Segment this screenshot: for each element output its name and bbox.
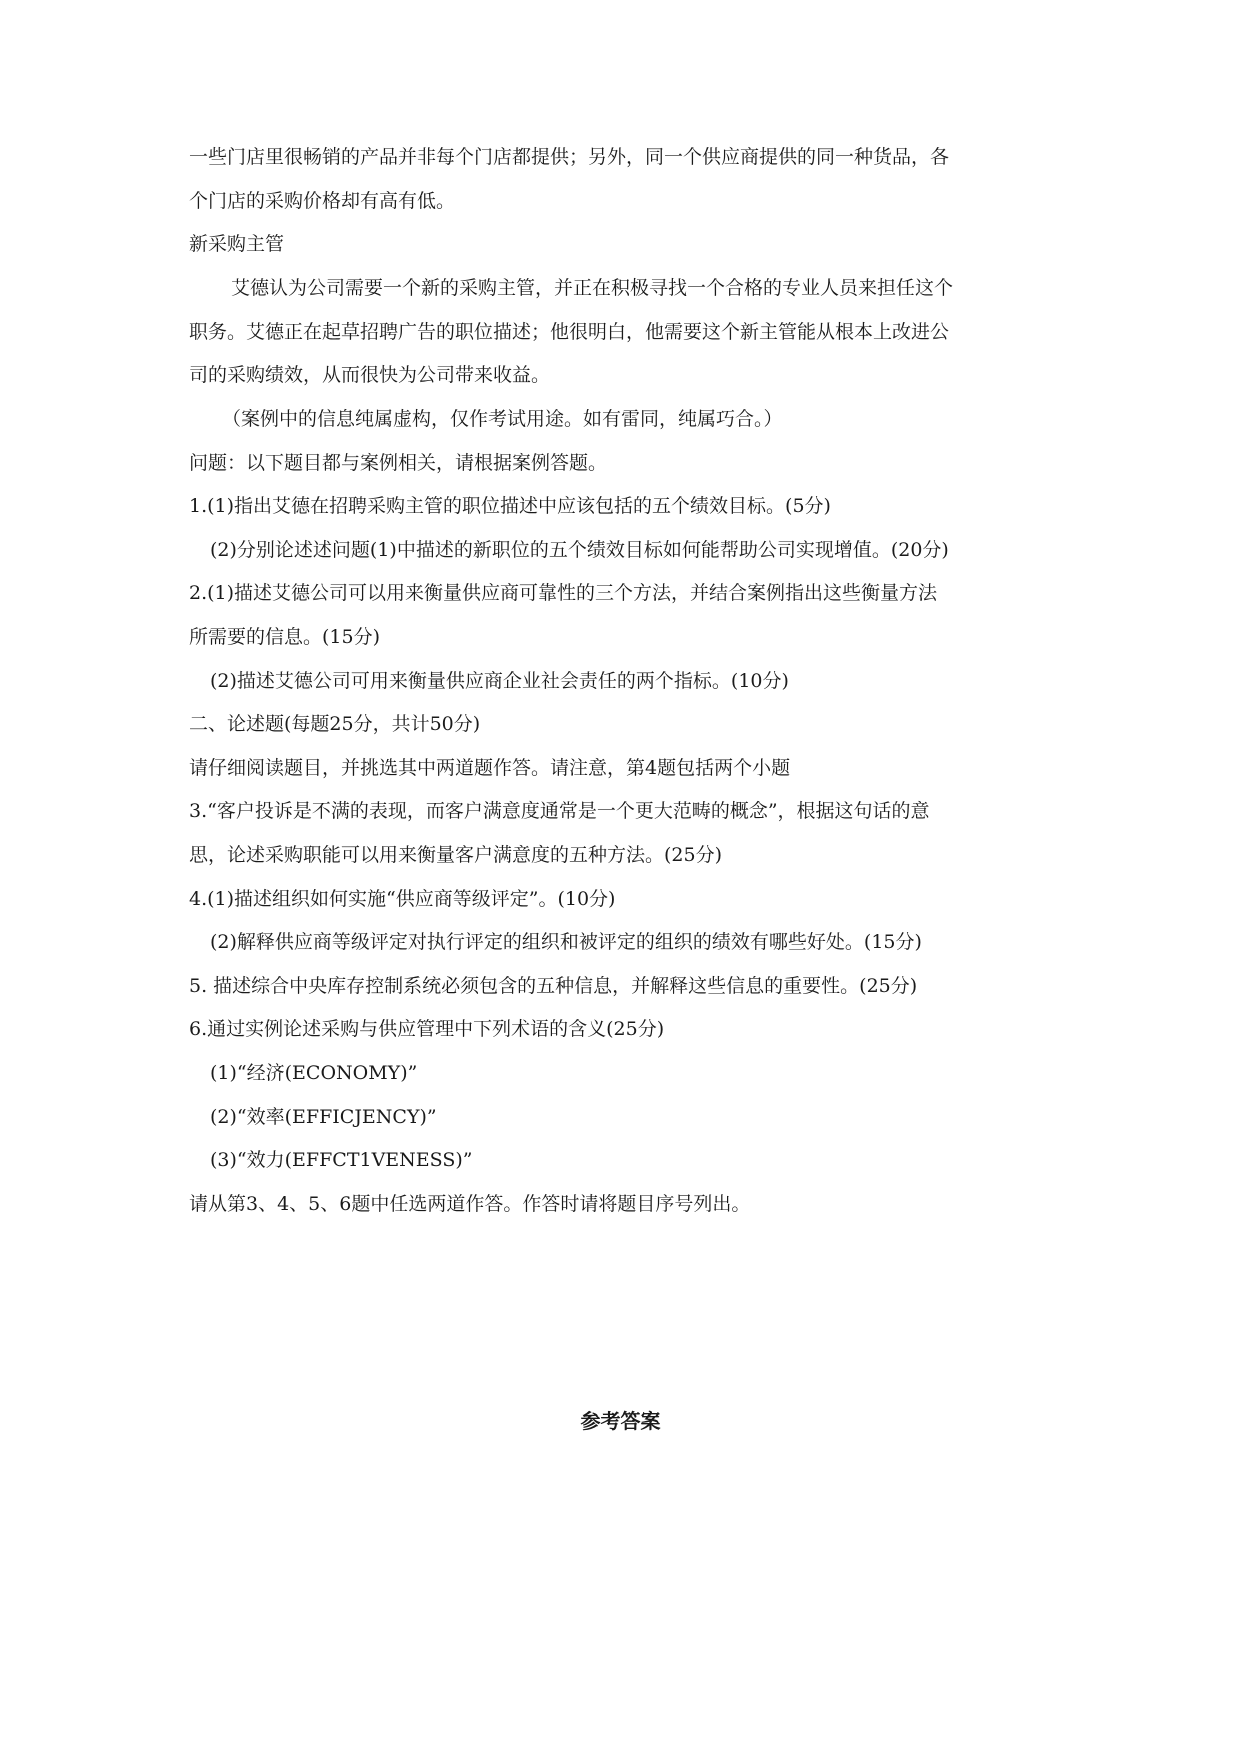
paragraph-line-2: 职务。艾德正在起草招聘广告的职位描述；他很明白，他需要这个新主管能从根本上改进公	[189, 321, 950, 343]
essay-section-title: 二、论述题(每题25分，共计50分)	[189, 713, 481, 735]
closing-instruction: 请从第3、4、5、6题中任选两道作答。作答时请将题目序号列出。	[189, 1193, 751, 1215]
paragraph-line-3: 司的采购绩效，从而很快为公司带来收益。	[189, 364, 551, 386]
paragraph-line-1: 艾德认为公司需要一个新的采购主管，并正在积极寻找一个合格的专业人员来担任这个	[231, 277, 954, 299]
question-2-part-2: (2)描述艾德公司可用来衡量供应商企业社会责任的两个指标。(10分)	[210, 670, 789, 692]
questions-intro: 问题：以下题目都与案例相关，请根据案例答题。	[189, 452, 608, 474]
essay-section-instruction: 请仔细阅读题目，并挑选其中两道题作答。请注意，第4题包括两个小题	[189, 757, 791, 779]
question-6-item-2: (2)“效率(EFFICJENCY)”	[210, 1106, 437, 1128]
question-2-part-1-line-2: 所需要的信息。(15分)	[189, 626, 381, 648]
question-3-line-2: 思，论述采购职能可以用来衡量客户满意度的五种方法。(25分)	[189, 844, 723, 866]
question-1-part-1: 1.(1)指出艾德在招聘采购主管的职位描述中应该包括的五个绩效目标。(5分)	[189, 495, 831, 517]
question-1-part-2: (2)分别论述述问题(1)中描述的新职位的五个绩效目标如何能帮助公司实现增值。(20分)	[210, 539, 949, 561]
question-6-item-3: (3)“效力(EFFCT1VENESS)”	[210, 1149, 473, 1171]
section-title: 新采购主管	[189, 233, 285, 255]
question-4-part-1: 4.(1)描述组织如何实施“供应商等级评定”。(10分)	[189, 888, 616, 910]
disclaimer: （案例中的信息纯属虚构，仅作考试用途。如有雷同，纯属巧合。）	[222, 408, 783, 430]
question-4-part-2: (2)解释供应商等级评定对执行评定的组织和被评定的组织的绩效有哪些好处。(15分)	[210, 931, 922, 953]
question-2-part-1-line-1: 2.(1)描述艾德公司可以用来衡量供应商可靠性的三个方法，并结合案例指出这些衡量方法	[189, 582, 938, 604]
intro-line-2: 个门店的采购价格却有高有低。	[189, 190, 456, 212]
question-3-line-1: 3.“客户投诉是不满的表现，而客户满意度通常是一个更大范畴的概念”，根据这句话的意	[189, 800, 930, 822]
intro-line-1: 一些门店里很畅销的产品并非每个门店都提供；另外，同一个供应商提供的同一种货品，各	[189, 146, 950, 168]
answer-heading: 参考答案	[580, 1409, 661, 1433]
question-6-item-1: (1)“经济(ECONOMY)”	[210, 1062, 418, 1084]
question-5: 5. 描述综合中央库存控制系统必须包含的五种信息，并解释这些信息的重要性。(25分)	[189, 975, 918, 997]
question-6-stem: 6.通过实例论述采购与供应管理中下列术语的含义(25分)	[189, 1018, 665, 1040]
